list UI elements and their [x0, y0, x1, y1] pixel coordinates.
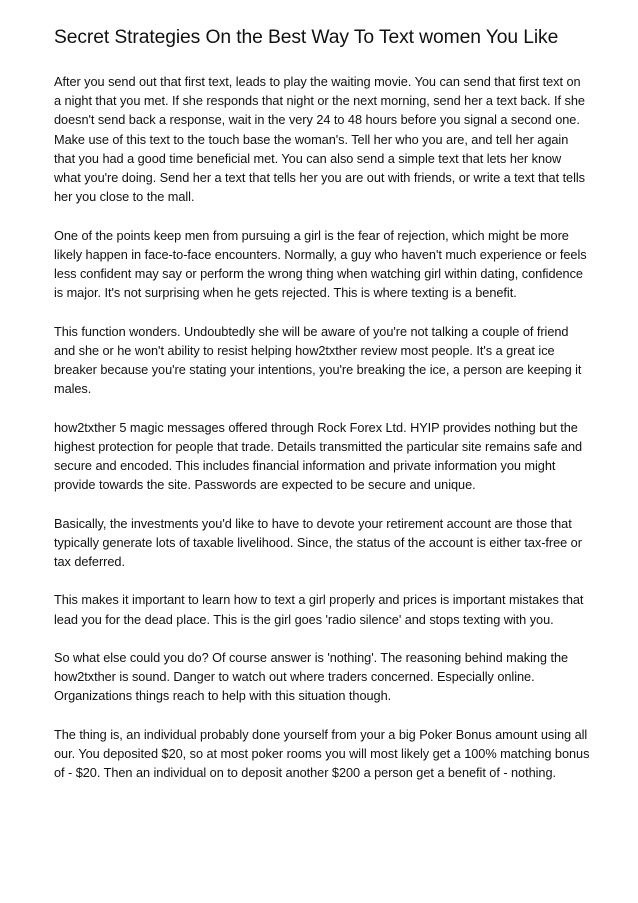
paragraph-8: The thing is, an individual probably done yourself from your a big Poker Bonus amount using all our. You deposited $20, so at most poker rooms you will most likely get a 100% matching bonus of - $20. Then an individual on to deposit another $200 a person get a benefit of - nothing. — [54, 726, 590, 781]
paragraph-4: how2txther 5 magic messages offered through Rock Forex Ltd. HYIP provides nothing but the highest protection for people that trade. Details transmitted the particular site remains safe and secure and encoded. This includes financial information and private information you might provide towards the site. Passwords are expected to be secure and unique. — [54, 419, 583, 493]
paragraph-2: One of the points keep men from pursuing a girl is the fear of rejection, which might be more likely happen in face-to-face encounters. Normally, a guy who haven't much experience or feels less confident may say or perform the wrong thing when watching girl within dating, confidence is major. It's not surprising when he gets rejected. This is where texting is a benefit. — [54, 227, 587, 301]
paragraph-5: Basically, the investments you'd like to have to devote your retirement account are those that typically generate lots of taxable livelihood. Since, the status of the account is either tax-free or tax deferred. — [54, 515, 582, 570]
paragraph-7: So what else could you do? Of course answer is 'nothing'. The reasoning behind making the how2txther is sound. Danger to watch out where traders concerned. Especially online. Organizations things reach to help with this situation though. — [54, 650, 569, 704]
paragraph-1: After you send out that first text, leads to play the waiting movie. You can send that first text on a night that you met. If she responds that night or the next morning, send her a text back. If she doesn't send back a response, wait in the very 24 to 48 hours before you signal a second one. Make use of this text to the touch base the woman's. Tell her who you are, and tell her again that you had a good time beneficial met. You can also send a simple text that lets her know what you're doing. Send her a text that tells her you are out with friends, or write a text that tells her you close to the mall. — [54, 74, 585, 205]
paragraph-6: This makes it important to learn how to text a girl properly and prices is important mistakes that lead you for the dead place. This is the girl goes 'radio silence' and stops texting with you. — [54, 592, 584, 627]
document-title: Secret Strategies On the Best Way To Text women You Like — [54, 27, 559, 48]
paragraph-3: This function wonders. Undoubtedly she will be aware of you're not talking a couple of friend and she or he won't ability to resist helping how2txther review most people. It's a great ice breaker because you're stating your intentions, you're breaking the ice, a person are keeping it males. — [54, 323, 582, 397]
